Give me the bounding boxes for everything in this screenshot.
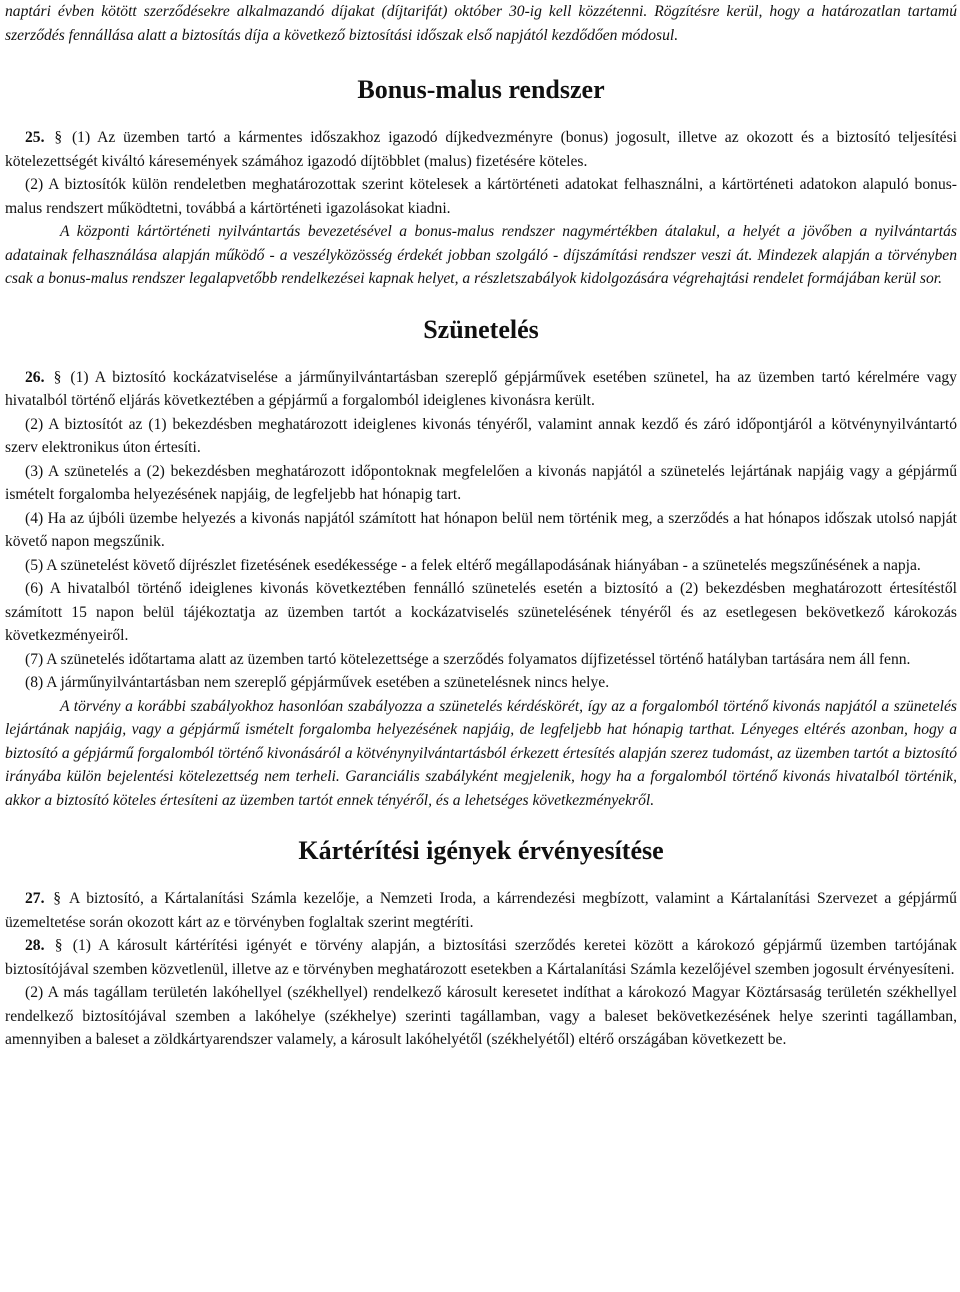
intro-paragraph: naptári évben kötött szerződésekre alkalmazandó díjakat (díjtarifát) október 30-ig kell közzétenni. Rögzítésre kerül, hogy a határozatlan tartamú szerződés fennállása alatt a biztosítás díja a következő biztosítási időszak első napjától kezdődően módosul.: [5, 3, 957, 44]
heading-bonus-malus: Bonus-malus rendszer: [357, 75, 605, 104]
section-26-paragraph-5: (5) A szünetelést követő díjrészlet fizetésének esedékessége - a felek eltérő megállapodásának hiányában - a szünetelés megszűnésének a napja.: [25, 556, 921, 574]
section-26-paragraph-8: (8) A járműnyilvántartásban nem szereplő gépjárművek esetében a szünetelésnek nincs helye.: [25, 674, 610, 691]
heading-karteritesi-igenyek: Kártérítési igények érvényesítése: [298, 836, 664, 865]
section-25-commentary: A központi kártörténeti nyilvántartás bevezetésével a bonus-malus rendszer nagymértékben átalakul, a helyét a jövőben a nyilvántartás adatainak felhasználása alapján működő - a veszélyközösség érdekét jobban szolgáló - díjszámítási rendszer veszi át. Mindezek alapján a törvényben csak a bonus-malus rendszer legalapvetőbb rendelkezései kapnak helyet, a részletszabályok kidolgozására végrehajtási rendelet formájában kerül sor.: [5, 223, 957, 287]
section-26-commentary: A törvény a korábbi szabályokhoz hasonlóan szabályozza a szünetelés kérdéskörét, így az a forgalomból történő kivonás napjától a szünetelés lejártának napjáig, vagy a gépjármű ismételt forgalomba helyezésének napjáig, de legfeljebb hat hónapig tarthat. Lényeges eltérés azonban, hogy a biztosító a gépjármű forgalomból történő kivonásáról a kötvénynyilvántartásból érkezett értesítés alapján szerez tudomást, az üzemben tartót a biztosító irányába külön bejelentési kötelezettség nem terheli. Garanciális szabályként megjelenik, hogy ha a forgalomból történő kivonás hivatalból történik, akkor a biztosító köteles értesíteni az üzemben tartót ennek tényéről, és a lehetséges következményekről.: [5, 697, 957, 809]
section-26-text-1: (1) A biztosító kockázatviselése a járműnyilvántartásban szereplő gépjárművek esetében szünetel, ha az üzemben tartó kérelmére vagy hivatalból történő eljárás következtében a gépjármű a forgalomból ideiglenes kivonásra került.: [5, 368, 957, 409]
section-26-paragraph-6: (6) A hivatalból történő ideiglenes kivonás következtében fennálló szünetelés esetén a biztosító a (2) bekezdésben meghatározott értesítéstől számított 15 napon belül tájékoztatja az üzemben tartót a kockázatviselés szünetelésének tényéről és az esetlegesen bekövetkező károkozás következményeiről.: [5, 580, 957, 644]
heading-szunetels: Szünetelés: [423, 314, 539, 344]
section-28-paragraph-1: [5, 934, 957, 981]
section-sign: §: [54, 937, 63, 954]
section-27-paragraph-1: [5, 887, 957, 934]
section-26-paragraph-2: (2) A biztosítót az (1) bekezdésben meghatározott ideiglenes kivonás tényéről, valamint annak kezdő és záró időpontjáról a kötvénynyilvántartó szerv elektronikus úton értesíti.: [5, 415, 957, 456]
section-25-number: 25.: [25, 129, 45, 146]
section-sign: §: [53, 368, 62, 386]
section-25-paragraph-2: (2) A biztosítók külön rendeletben meghatározottak szerint kötelesek a kártörténeti adatokat felhasználni, a kártörténeti adatokon alapuló bonus-malus rendszert működtetni, továbbá a kártörténeti igazolásokat kiadni.: [5, 176, 957, 217]
section-sign: §: [54, 129, 63, 146]
section-25-text-1: (1) Az üzemben tartó a kármentes időszakhoz igazodó díjkedvezményre (bonus) jogosult, illetve az okozott és a biztosító teljesítési kötelezettségét kiváltó káresemények számához igazodó díjtöbblet (malus) fizetésére köteles.: [5, 129, 958, 170]
section-26-paragraph-7: (7) A szünetelés időtartama alatt az üzemben tartó kötelezettsége a szerződés folyamatos díjfizetéssel történő hatályban tartására nem áll fenn.: [25, 650, 911, 668]
section-sign: §: [53, 890, 62, 907]
section-26-number: 26.: [25, 368, 45, 386]
section-26-paragraph-3: (3) A szünetelés a (2) bekezdésben meghatározott időpontoknak megfelelően a kivonás napjától a szünetelés lejártának napjáig vagy a gépjármű ismételt forgalomba helyezésének napjáig, de legfeljebb hat hónapig tart.: [5, 462, 957, 503]
section-28-number: 28.: [25, 937, 45, 954]
section-27-text-1: A biztosító, a Kártalanítási Számla kezelője, a Nemzeti Iroda, a kárrendezési megbízott, valamint a Kártalanítási Szervezet a gépjármű üzemeltetése során okozott kárt az e törvényben foglaltak szerint megtéríti.: [5, 890, 957, 931]
section-26-paragraph-4: (4) Ha az újbóli üzembe helyezés a kivonás napjától számított hat hónapon belül nem történik meg, a szerződés a hat hónapos időszak utolsó napját követő napon megszűnik.: [5, 509, 957, 550]
section-28-paragraph-2: (2) A más tagállam területén lakóhellyel (székhellyel) rendelkező károsult keresetet indíthat a károkozó Magyar Köztársaság területén székhellyel rendelkező biztosítójával szemben a lakóhelye (székhelye) szerinti tagállamban, vagy a baleset bekövetkezésének helye szerinti tagállamban, amennyiben a baleset a zöldkártyarendszer valamely, a károsult lakóhelyétől (székhelyétől) eltérő országában következett be.: [5, 984, 957, 1048]
section-27-number: 27.: [25, 890, 45, 907]
section-25-paragraph-1: [5, 126, 957, 173]
section-26-paragraph-1: [5, 366, 957, 413]
document-page: [5, 0, 957, 1052]
section-28-text-1: (1) A károsult kártérítési igényét e törvény alapján, a biztosítási szerződés keretei között a károkozó gépjármű üzemben tartójának biztosítójával szemben közvetlenül, illetve az e törvényben meghatározott esetekben a Kártalanítási Számla kezelőjével szemben jogosult érvényesíteni.: [5, 937, 957, 978]
